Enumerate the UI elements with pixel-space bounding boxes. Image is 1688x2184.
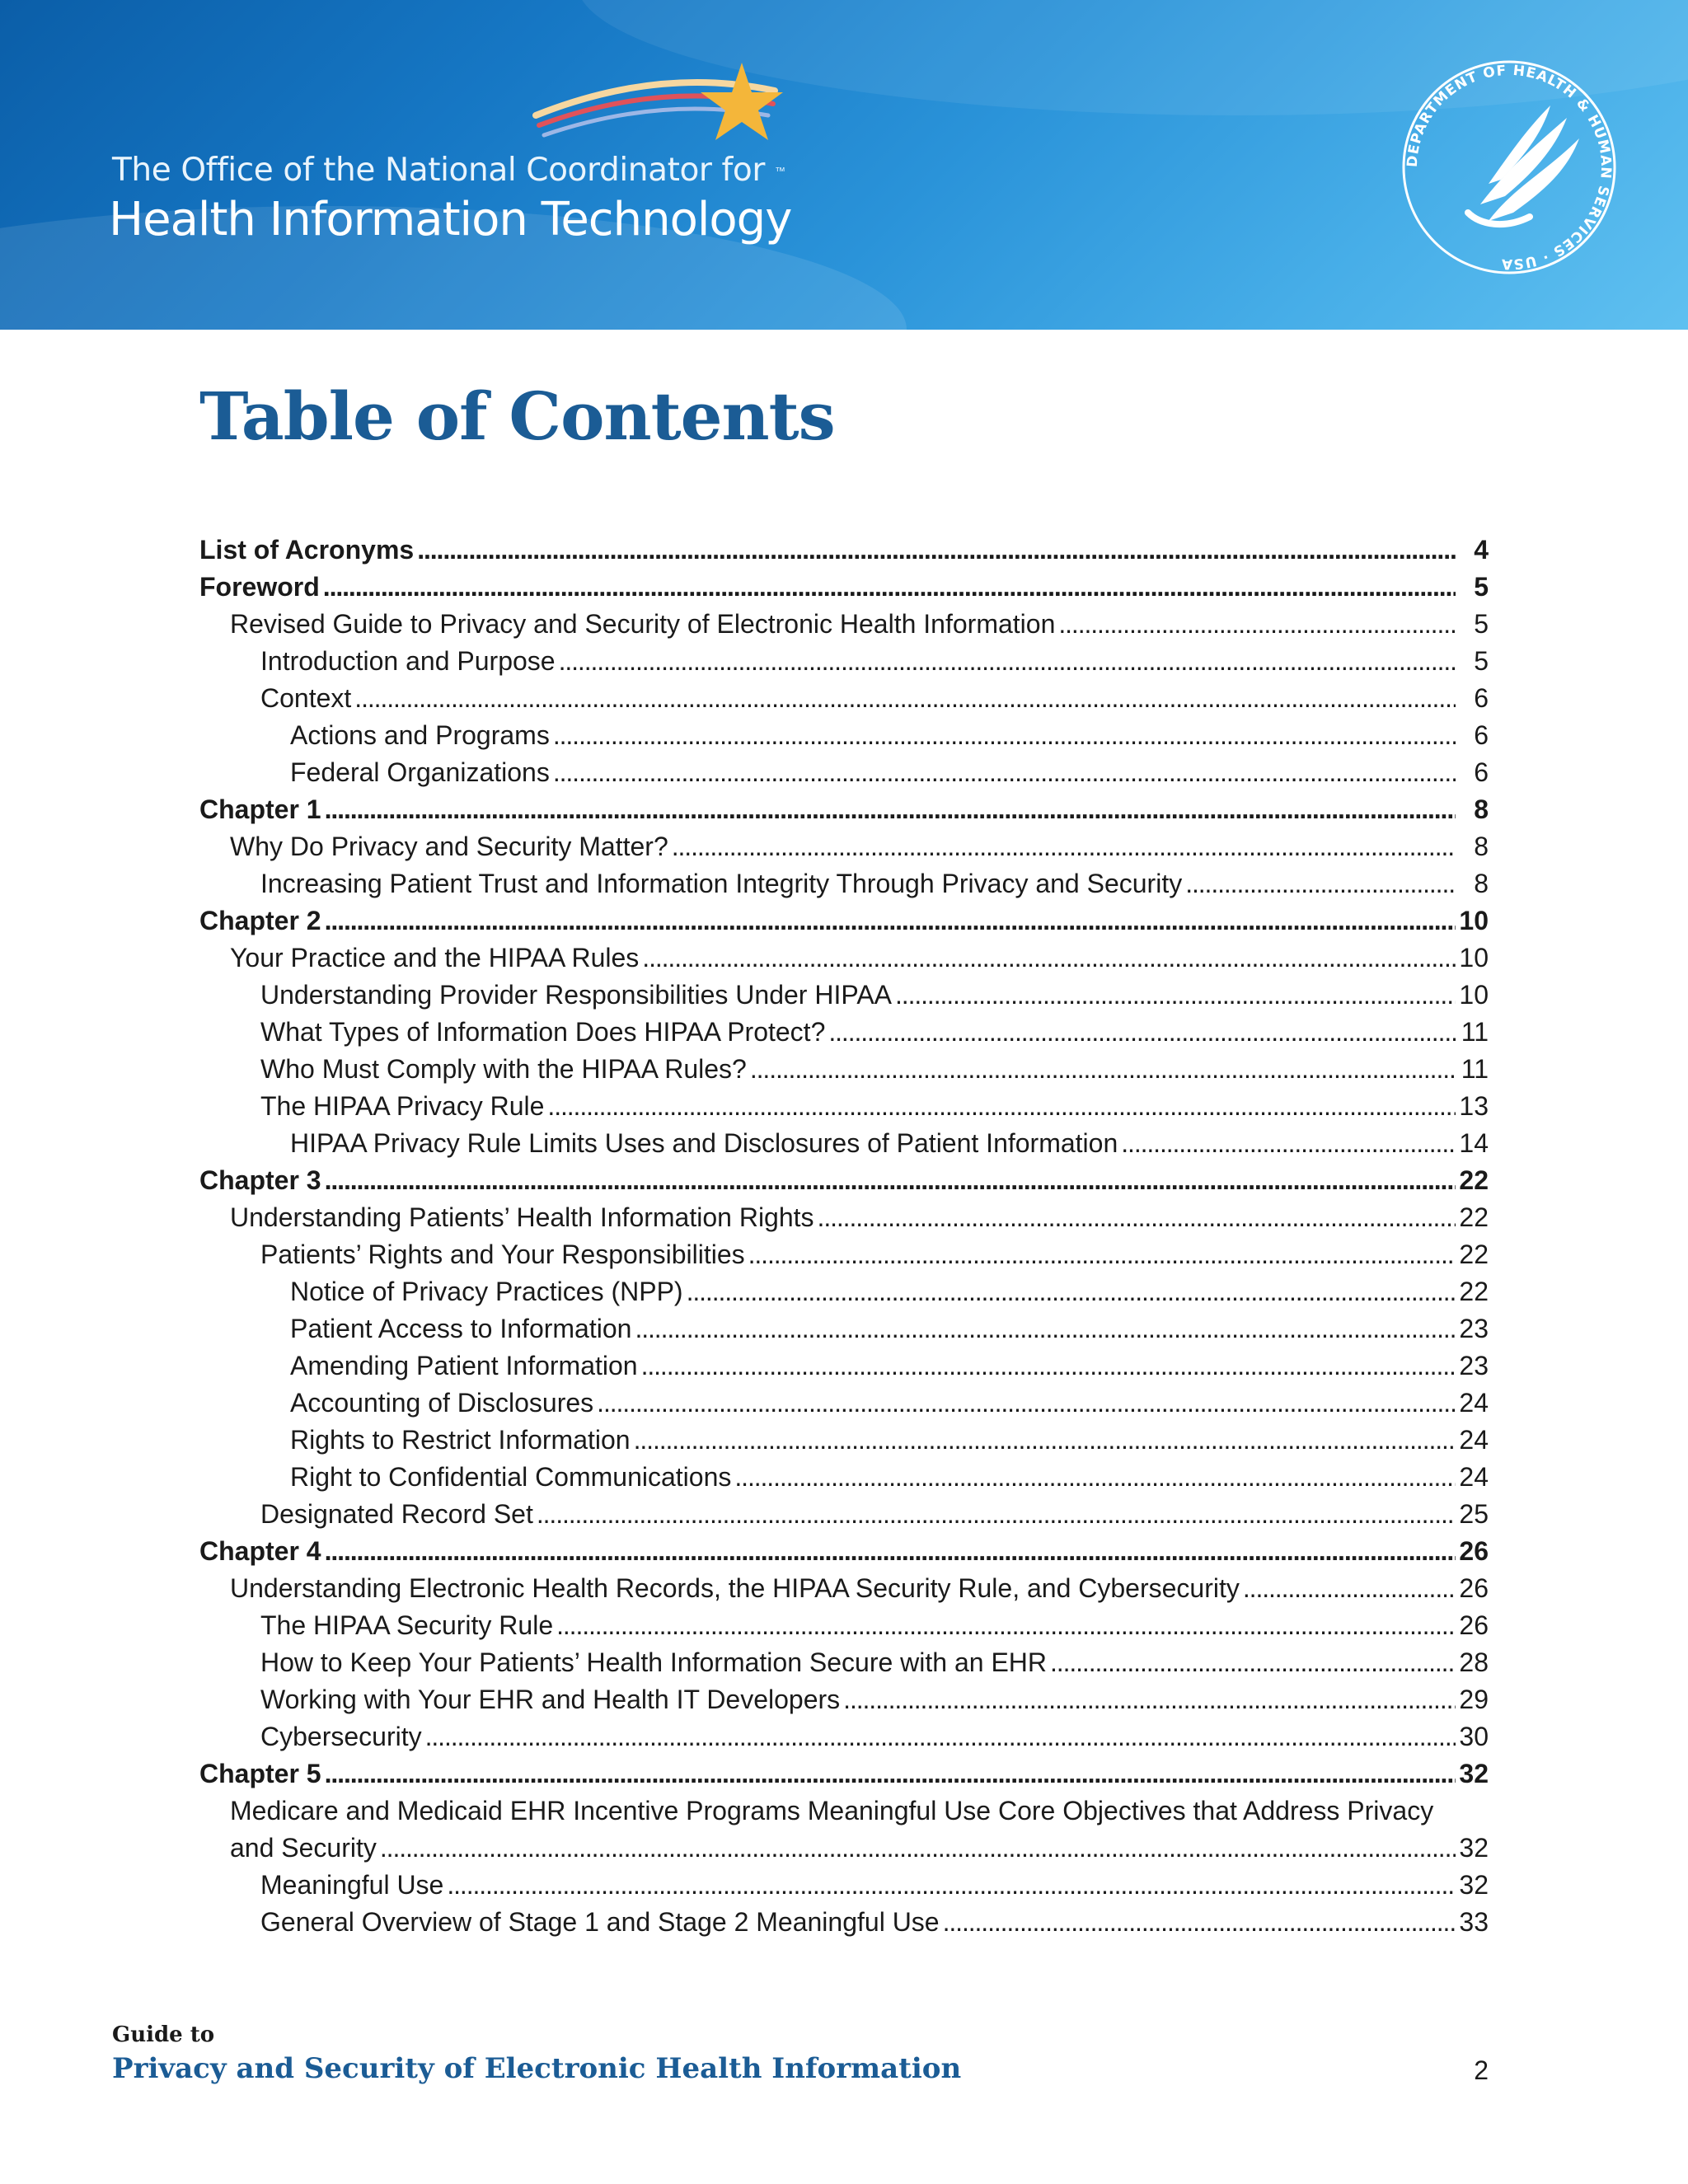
toc-entry[interactable] bbox=[199, 1088, 1489, 1125]
toc-entry-title: Who Must Comply with the HIPAA Rules? bbox=[260, 1054, 747, 1084]
toc-entry[interactable] bbox=[199, 1830, 1489, 1867]
toc-dot-leader bbox=[1050, 1644, 1456, 1681]
toc-dot-leader bbox=[547, 1088, 1456, 1125]
toc-entry-title: Understanding Electronic Health Records, the HIPAA Security Rule, and Cybersecurity bbox=[230, 1573, 1240, 1603]
toc-dot-leader bbox=[325, 1755, 1456, 1793]
toc-entry[interactable] bbox=[199, 1755, 1489, 1793]
toc-entry[interactable] bbox=[199, 1533, 1489, 1570]
toc-entry-title: Foreword bbox=[199, 572, 320, 602]
toc-entry[interactable] bbox=[199, 1273, 1489, 1310]
toc-entry-page: 22 bbox=[1459, 1277, 1489, 1306]
toc-entry-page: 22 bbox=[1459, 1240, 1489, 1269]
toc-entry[interactable] bbox=[199, 940, 1489, 977]
toc-entry-title: How to Keep Your Patients’ Health Information Secure with an EHR bbox=[260, 1647, 1047, 1677]
toc-entry[interactable] bbox=[199, 1718, 1489, 1755]
toc-entry-page: 5 bbox=[1474, 646, 1489, 676]
toc-entry[interactable] bbox=[199, 1422, 1489, 1459]
toc-entry[interactable] bbox=[199, 1347, 1489, 1385]
toc-entry[interactable] bbox=[199, 1867, 1489, 1904]
toc-dot-leader bbox=[943, 1904, 1456, 1941]
toc-entry[interactable] bbox=[199, 1904, 1489, 1941]
toc-dot-leader bbox=[325, 1533, 1456, 1570]
org-name-line1: The Office of the National Coordinator for bbox=[112, 152, 765, 189]
toc-dot-leader bbox=[380, 1830, 1456, 1867]
toc-entry-title: Federal Organizations bbox=[290, 757, 550, 787]
toc-entry-page: 6 bbox=[1474, 757, 1489, 787]
toc-dot-leader bbox=[537, 1496, 1456, 1533]
toc-entry-page: 24 bbox=[1459, 1425, 1489, 1455]
toc-entry[interactable] bbox=[199, 1310, 1489, 1347]
toc-entry[interactable] bbox=[199, 1793, 1489, 1830]
svg-text:DEPARTMENT OF HEALTH & HUMAN S: DEPARTMENT OF HEALTH & HUMAN SERVICES · USA bbox=[1404, 62, 1615, 273]
toc-dot-leader bbox=[750, 1051, 1456, 1088]
toc-entry-title: The HIPAA Privacy Rule bbox=[260, 1091, 545, 1121]
toc-dot-leader bbox=[417, 532, 1456, 569]
toc-entry-page: 8 bbox=[1474, 869, 1489, 898]
toc-entry-title: Why Do Privacy and Security Matter? bbox=[230, 832, 668, 861]
toc-dot-leader bbox=[818, 1199, 1456, 1236]
toc-entry-title: Actions and Programs bbox=[290, 720, 550, 750]
org-name-line2: Health Information Technology bbox=[109, 193, 792, 246]
toc-dot-leader bbox=[447, 1867, 1456, 1904]
toc-entry-page: 10 bbox=[1459, 943, 1489, 972]
toc-dot-leader bbox=[559, 643, 1456, 680]
toc-entry-page: 10 bbox=[1459, 906, 1489, 935]
toc-entry-title: and Security bbox=[230, 1833, 377, 1863]
toc-entry[interactable] bbox=[199, 717, 1489, 754]
footer-guide-label: Guide to bbox=[112, 2022, 215, 2047]
toc-entry[interactable] bbox=[199, 1236, 1489, 1273]
toc-entry[interactable] bbox=[199, 865, 1489, 902]
toc-dot-leader bbox=[1121, 1125, 1456, 1162]
footer-document-title: Privacy and Security of Electronic Health Information bbox=[112, 2052, 962, 2085]
toc-entry-page: 30 bbox=[1459, 1722, 1489, 1751]
toc-dot-leader bbox=[425, 1718, 1456, 1755]
toc-dot-leader bbox=[1185, 865, 1456, 902]
toc-entry-title: Amending Patient Information bbox=[290, 1351, 638, 1380]
toc-dot-leader bbox=[895, 977, 1456, 1014]
toc-entry-title: Chapter 4 bbox=[199, 1536, 321, 1566]
toc-entry-title: Introduction and Purpose bbox=[260, 646, 556, 676]
toc-entry-title: Chapter 5 bbox=[199, 1759, 321, 1788]
toc-dot-leader bbox=[687, 1273, 1456, 1310]
toc-entry-page: 11 bbox=[1461, 1054, 1489, 1084]
toc-entry-page: 23 bbox=[1459, 1351, 1489, 1380]
toc-entry-page: 11 bbox=[1461, 1017, 1489, 1047]
toc-entry[interactable] bbox=[199, 1385, 1489, 1422]
toc-entry[interactable] bbox=[199, 1570, 1489, 1607]
toc-entry[interactable] bbox=[199, 1496, 1489, 1533]
toc-entry-title: Meaningful Use bbox=[260, 1870, 444, 1900]
toc-dot-leader bbox=[325, 791, 1456, 828]
table-of-contents bbox=[199, 532, 1489, 1941]
toc-dot-leader bbox=[734, 1459, 1456, 1496]
toc-entry-title: Increasing Patient Trust and Information Integrity Through Privacy and Security bbox=[260, 869, 1183, 898]
toc-entry[interactable] bbox=[199, 1459, 1489, 1496]
toc-entry-page: 24 bbox=[1459, 1462, 1489, 1492]
toc-entry-title: Cybersecurity bbox=[260, 1722, 422, 1751]
toc-dot-leader bbox=[597, 1385, 1456, 1422]
toc-entry[interactable] bbox=[199, 1681, 1489, 1718]
toc-entry-page: 32 bbox=[1459, 1870, 1489, 1900]
toc-dot-leader bbox=[325, 1162, 1456, 1199]
toc-entry-page: 5 bbox=[1474, 609, 1489, 639]
page-title: Table of Contents bbox=[199, 377, 835, 455]
toc-entry[interactable] bbox=[199, 606, 1489, 643]
toc-dot-leader bbox=[556, 1607, 1456, 1644]
toc-entry[interactable] bbox=[199, 569, 1489, 606]
toc-entry-page: 26 bbox=[1459, 1610, 1489, 1640]
toc-entry-title: Understanding Patients’ Health Information Rights bbox=[230, 1202, 814, 1232]
toc-dot-leader bbox=[553, 717, 1456, 754]
toc-entry[interactable] bbox=[199, 532, 1489, 569]
toc-entry-title: Revised Guide to Privacy and Security of Electronic Health Information bbox=[230, 609, 1056, 639]
hhs-seal-icon bbox=[1390, 48, 1629, 287]
toc-entry-page: 4 bbox=[1474, 535, 1489, 565]
toc-entry-page: 26 bbox=[1459, 1573, 1489, 1603]
toc-entry-title: The HIPAA Security Rule bbox=[260, 1610, 554, 1640]
toc-entry-title: Chapter 1 bbox=[199, 794, 321, 824]
toc-dot-leader bbox=[843, 1681, 1456, 1718]
toc-entry-title: Context bbox=[260, 683, 352, 713]
toc-entry-title: HIPAA Privacy Rule Limits Uses and Disclosures of Patient Information bbox=[290, 1128, 1118, 1158]
toc-dot-leader bbox=[323, 569, 1456, 606]
toc-entry-title: Working with Your EHR and Health IT Developers bbox=[260, 1685, 841, 1714]
toc-entry-page: 22 bbox=[1459, 1202, 1489, 1232]
toc-entry[interactable] bbox=[199, 1162, 1489, 1199]
toc-entry-title: Patient Access to Information bbox=[290, 1314, 632, 1343]
toc-entry-page: 24 bbox=[1459, 1388, 1489, 1418]
toc-entry-title: Right to Confidential Communications bbox=[290, 1462, 732, 1492]
toc-entry-page: 6 bbox=[1474, 683, 1489, 713]
toc-dot-leader bbox=[553, 754, 1456, 791]
toc-entry-page: 5 bbox=[1474, 572, 1489, 602]
toc-entry-title: Rights to Restrict Information bbox=[290, 1425, 631, 1455]
toc-entry[interactable] bbox=[199, 1051, 1489, 1088]
toc-entry-page: 29 bbox=[1459, 1685, 1489, 1714]
page-number: 2 bbox=[1474, 2055, 1489, 2085]
toc-entry-page: 14 bbox=[1459, 1128, 1489, 1158]
toc-entry-page: 28 bbox=[1459, 1647, 1489, 1677]
toc-entry[interactable] bbox=[199, 1125, 1489, 1162]
toc-entry-title: Patients’ Rights and Your Responsibilities bbox=[260, 1240, 745, 1269]
toc-dot-leader bbox=[325, 902, 1456, 940]
toc-entry[interactable] bbox=[199, 791, 1489, 828]
toc-entry-page: 33 bbox=[1459, 1907, 1489, 1937]
toc-entry[interactable] bbox=[199, 1644, 1489, 1681]
toc-dot-leader bbox=[748, 1236, 1456, 1273]
toc-entry[interactable] bbox=[199, 680, 1489, 717]
toc-dot-leader bbox=[635, 1310, 1456, 1347]
toc-dot-leader bbox=[641, 1347, 1456, 1385]
toc-dot-leader bbox=[1243, 1570, 1456, 1607]
toc-entry-page: 6 bbox=[1474, 720, 1489, 750]
toc-entry-title: Accounting of Disclosures bbox=[290, 1388, 594, 1418]
toc-dot-leader bbox=[672, 828, 1456, 865]
toc-entry-title: Medicare and Medicaid EHR Incentive Programs Meaningful Use Core Objectives that Address Privacy bbox=[230, 1796, 1434, 1825]
toc-entry-page: 32 bbox=[1459, 1833, 1489, 1863]
toc-entry[interactable] bbox=[199, 977, 1489, 1014]
toc-entry-title: General Overview of Stage 1 and Stage 2 Meaningful Use bbox=[260, 1907, 940, 1937]
toc-dot-leader bbox=[1058, 606, 1456, 643]
toc-entry-title: Understanding Provider Responsibilities Under HIPAA bbox=[260, 980, 892, 1010]
toc-dot-leader bbox=[828, 1014, 1456, 1051]
toc-entry[interactable] bbox=[199, 1607, 1489, 1644]
toc-entry-page: 22 bbox=[1459, 1165, 1489, 1195]
toc-entry-title: Chapter 3 bbox=[199, 1165, 321, 1195]
toc-entry-title: Notice of Privacy Practices (NPP) bbox=[290, 1277, 683, 1306]
toc-entry-title: Your Practice and the HIPAA Rules bbox=[230, 943, 640, 972]
toc-entry-page: 26 bbox=[1459, 1536, 1489, 1566]
toc-entry-page: 10 bbox=[1459, 980, 1489, 1010]
header-banner bbox=[0, 0, 1688, 330]
toc-dot-leader bbox=[642, 940, 1456, 977]
toc-entry-page: 23 bbox=[1459, 1314, 1489, 1343]
toc-entry-page: 13 bbox=[1459, 1091, 1489, 1121]
toc-entry-page: 25 bbox=[1459, 1499, 1489, 1529]
toc-entry[interactable] bbox=[199, 902, 1489, 940]
toc-entry-title: Designated Record Set bbox=[260, 1499, 533, 1529]
toc-entry-title: List of Acronyms bbox=[199, 535, 415, 565]
toc-entry[interactable] bbox=[199, 828, 1489, 865]
toc-entry[interactable] bbox=[199, 754, 1489, 791]
toc-entry-title: Chapter 2 bbox=[199, 906, 321, 935]
toc-entry[interactable] bbox=[199, 1199, 1489, 1236]
toc-entry-page: 32 bbox=[1459, 1759, 1489, 1788]
toc-entry-title: What Types of Information Does HIPAA Protect? bbox=[260, 1017, 826, 1047]
toc-entry-page: 8 bbox=[1474, 794, 1489, 824]
toc-dot-leader bbox=[354, 680, 1456, 717]
trademark-mark: ™ bbox=[775, 165, 785, 177]
toc-entry[interactable] bbox=[199, 1014, 1489, 1051]
toc-entry-page: 8 bbox=[1474, 832, 1489, 861]
toc-dot-leader bbox=[634, 1422, 1456, 1459]
toc-entry[interactable] bbox=[199, 643, 1489, 680]
